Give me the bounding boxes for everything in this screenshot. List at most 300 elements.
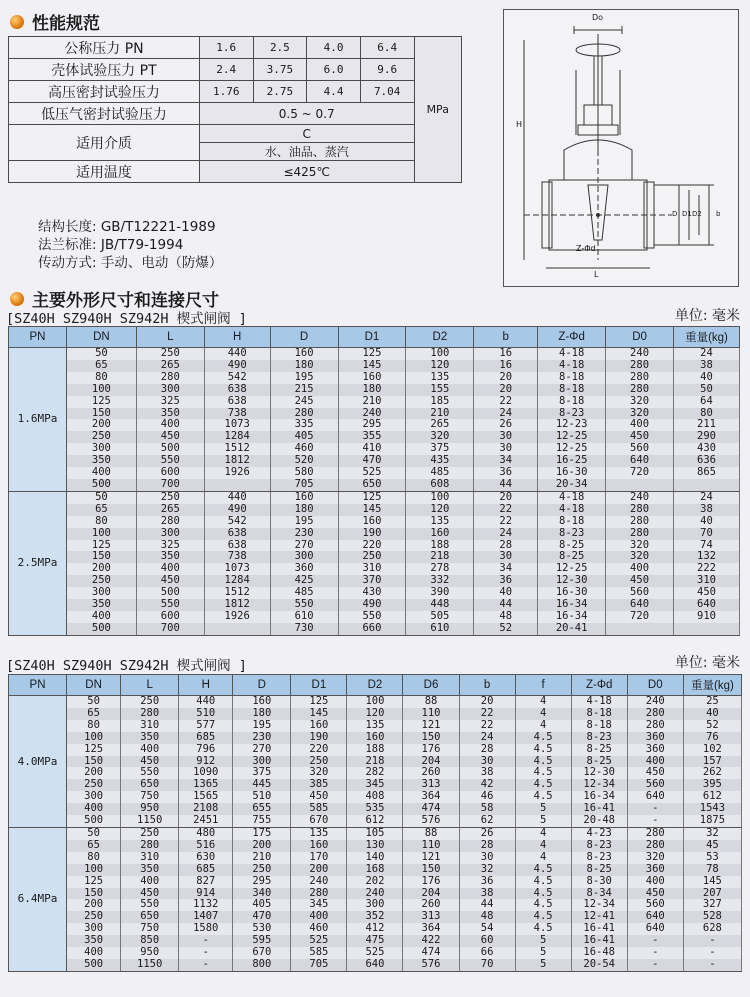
cell-d0: 400	[627, 876, 683, 888]
cell-l: 650	[121, 911, 179, 923]
cell-d2: 375	[406, 443, 474, 455]
cell-h: 827	[179, 876, 233, 888]
cell-d: 520	[270, 455, 338, 467]
cell-d1: 190	[338, 528, 406, 540]
cell-z-d: 8-18	[538, 384, 606, 396]
cell-d0: 240	[627, 696, 683, 708]
cell-b: 30	[474, 431, 538, 443]
cell-d1: 240	[338, 408, 406, 420]
cell-z-d: 12-30	[538, 575, 606, 587]
cell-weight: 450	[673, 587, 739, 599]
cell-l: 250	[136, 348, 204, 360]
col-header-d2: D2	[347, 675, 403, 696]
cell-d: 300	[270, 551, 338, 563]
cell-d1: 295	[338, 419, 406, 431]
cell-z-d: 4-18	[538, 348, 606, 360]
cell-b: 34	[474, 455, 538, 467]
cell-d6: 576	[403, 815, 459, 827]
cell-f: 5	[515, 803, 571, 815]
cell-d0: 360	[627, 744, 683, 756]
cell-z-d: 12-34	[571, 899, 627, 911]
cell-d2: 188	[406, 540, 474, 552]
cell-h: 1565	[179, 791, 233, 803]
cell-d2: 278	[406, 563, 474, 575]
cell-d2: 640	[347, 959, 403, 971]
cell-d6: 121	[403, 720, 459, 732]
cell-dn: 150	[66, 408, 136, 420]
cell-d1: 400	[291, 911, 347, 923]
cell-b: 26	[474, 419, 538, 431]
cell-d1: 660	[338, 623, 406, 635]
col-header-pn: PN	[9, 327, 67, 348]
cell-d2: 608	[406, 479, 474, 491]
cell-h: 1812	[204, 455, 270, 467]
cell-d0: 280	[606, 360, 674, 372]
col-header-dn: DN	[66, 327, 136, 348]
perf-value: 2.5	[253, 37, 307, 59]
cell-d: 705	[270, 479, 338, 491]
cell-b: 30	[474, 551, 538, 563]
cell-dn: 125	[66, 540, 136, 552]
cell-h: 1926	[204, 611, 270, 623]
table-row	[9, 959, 742, 971]
cell-f: 4	[515, 708, 571, 720]
cell-d: 595	[233, 935, 291, 947]
cell-d1: 160	[338, 516, 406, 528]
cell-h: -	[179, 935, 233, 947]
cell-d6: 110	[403, 840, 459, 852]
cell-weight: 52	[683, 720, 741, 732]
cell-d: 200	[233, 840, 291, 852]
cell-dn: 100	[67, 732, 121, 744]
cell-z-d: 16-30	[538, 587, 606, 599]
table-row	[9, 396, 740, 408]
cell-d1: 190	[291, 732, 347, 744]
cell-weight: 40	[673, 516, 739, 528]
cell-d1: 160	[291, 720, 347, 732]
cell-z-d: 8-18	[571, 708, 627, 720]
cell-d0: 450	[627, 888, 683, 900]
cell-weight: 76	[683, 732, 741, 744]
cell-d1: 670	[291, 815, 347, 827]
cell-d6: 313	[403, 779, 459, 791]
cell-d: 375	[233, 767, 291, 779]
cell-dn: 100	[66, 384, 136, 396]
cell-d6: 176	[403, 744, 459, 756]
cell-d: 215	[270, 384, 338, 396]
cell-d1: 240	[291, 876, 347, 888]
cell-h: 1090	[179, 767, 233, 779]
perf-label: 适用温度	[9, 161, 200, 183]
cell-d0: 280	[606, 384, 674, 396]
valve-drawing-icon	[504, 10, 738, 286]
cell-d1: 280	[291, 888, 347, 900]
cell-z-d: 8-25	[538, 540, 606, 552]
cell-d1: 460	[291, 923, 347, 935]
cell-d2: 105	[347, 827, 403, 839]
cell-b: 70	[459, 959, 515, 971]
cell-d0: 320	[606, 396, 674, 408]
cell-d2: 525	[347, 947, 403, 959]
cell-z-d: 12-41	[571, 911, 627, 923]
cell-l: 350	[121, 864, 179, 876]
cell-weight: 38	[673, 504, 739, 516]
col-header-d: D	[270, 327, 338, 348]
cell-f: 4	[515, 720, 571, 732]
cell-z-d: 8-18	[538, 372, 606, 384]
cell-dn: 250	[67, 911, 121, 923]
cell-d1: 125	[338, 348, 406, 360]
col-header-d1: D1	[291, 675, 347, 696]
cell-d: 530	[233, 923, 291, 935]
cell-h: 2108	[179, 803, 233, 815]
cell-dn: 65	[66, 360, 136, 372]
cell-l: 450	[121, 756, 179, 768]
cell-d1: 250	[291, 756, 347, 768]
cell-z-d: 20-54	[571, 959, 627, 971]
cell-z-d: 4-23	[571, 827, 627, 839]
cell-d1: 345	[291, 899, 347, 911]
cell-d1: 410	[338, 443, 406, 455]
cell-d2: 475	[347, 935, 403, 947]
cell-h	[204, 623, 270, 635]
cell-d1: 705	[291, 959, 347, 971]
cell-d: 245	[270, 396, 338, 408]
cell-z-d: 12-25	[538, 563, 606, 575]
cell-dn: 500	[66, 623, 136, 635]
table-row	[9, 815, 742, 827]
cell-d6: 110	[403, 708, 459, 720]
cell-l: 280	[121, 840, 179, 852]
cell-b: 38	[459, 767, 515, 779]
cell-weight: 262	[683, 767, 741, 779]
cell-z-d: 16-34	[538, 599, 606, 611]
cell-d: 360	[270, 563, 338, 575]
cell-d2: 160	[347, 732, 403, 744]
bullet-icon	[10, 292, 24, 306]
cell-d0: 560	[606, 443, 674, 455]
cell-h: 1512	[204, 587, 270, 599]
cell-d0: 640	[627, 911, 683, 923]
cell-dn: 400	[66, 467, 136, 479]
cell-b: 42	[459, 779, 515, 791]
table1-unit: 单位: 毫米	[674, 308, 740, 324]
cell-d1: 550	[338, 611, 406, 623]
cell-f: 5	[515, 959, 571, 971]
table-row	[9, 744, 742, 756]
cell-d: 510	[233, 791, 291, 803]
cell-d1: 210	[338, 396, 406, 408]
cell-d0: -	[627, 815, 683, 827]
table-row	[9, 732, 742, 744]
cell-b: 48	[474, 611, 538, 623]
cell-h: 542	[204, 516, 270, 528]
pn-cell: 6.4MPa	[9, 827, 67, 971]
table2-unit: 单位: 毫米	[674, 655, 740, 671]
cell-f: 4.5	[515, 791, 571, 803]
cell-d2: 352	[347, 911, 403, 923]
cell-h: 638	[204, 528, 270, 540]
cell-h: 638	[204, 396, 270, 408]
cell-b: 22	[474, 504, 538, 516]
cell-d0: 360	[627, 864, 683, 876]
cell-dn: 400	[67, 803, 121, 815]
cell-d2: 332	[406, 575, 474, 587]
cell-weight: 528	[683, 911, 741, 923]
cell-h: 490	[204, 504, 270, 516]
cell-d0: 320	[606, 551, 674, 563]
cell-d: 270	[233, 744, 291, 756]
table-row	[9, 827, 742, 839]
col-header-z-d: Z-Φd	[538, 327, 606, 348]
cell-d: 335	[270, 419, 338, 431]
cell-h: 440	[179, 696, 233, 708]
cell-d2: 202	[347, 876, 403, 888]
cell-f: 4.5	[515, 779, 571, 791]
cell-z-d: 8-18	[571, 720, 627, 732]
cell-weight: 910	[673, 611, 739, 623]
cell-z-d: 16-41	[571, 935, 627, 947]
cell-b: 52	[474, 623, 538, 635]
col-header-b: b	[474, 327, 538, 348]
col-header-l: L	[121, 675, 179, 696]
cell-h: 1512	[204, 443, 270, 455]
cell-d1: 585	[291, 947, 347, 959]
cell-f: 4.5	[515, 744, 571, 756]
table-row	[9, 384, 740, 396]
cell-weight: -	[683, 947, 741, 959]
diagram-label: D1	[682, 210, 692, 218]
cell-l: 310	[121, 852, 179, 864]
cell-d0: 320	[606, 540, 674, 552]
cell-dn: 65	[66, 504, 136, 516]
cell-b: 44	[474, 599, 538, 611]
cell-z-d: 12-30	[571, 767, 627, 779]
cell-d2: 320	[406, 431, 474, 443]
perf-value: 1.76	[199, 81, 253, 103]
cell-d: 405	[233, 899, 291, 911]
cell-d2: 160	[406, 528, 474, 540]
col-header-h: H	[204, 327, 270, 348]
cell-b: 20	[474, 372, 538, 384]
cell-weight: 132	[673, 551, 739, 563]
cell-l: 400	[121, 744, 179, 756]
cell-d6: 260	[403, 899, 459, 911]
cell-d2: 485	[406, 467, 474, 479]
cell-d6: 313	[403, 911, 459, 923]
cell-d0: 400	[606, 419, 674, 431]
cell-d: 425	[270, 575, 338, 587]
cell-weight: 628	[683, 923, 741, 935]
table-row	[9, 864, 742, 876]
cell-d1: 385	[291, 779, 347, 791]
cell-dn: 250	[66, 575, 136, 587]
cell-d0: 450	[606, 575, 674, 587]
cell-d6: 422	[403, 935, 459, 947]
cell-f: 4.5	[515, 888, 571, 900]
cell-f: 4.5	[515, 899, 571, 911]
cell-weight: 1543	[683, 803, 741, 815]
cell-h: 1284	[204, 431, 270, 443]
cell-b: 26	[459, 827, 515, 839]
cell-h: 796	[179, 744, 233, 756]
section-title-dimensions: 主要外形尺寸和连接尺寸	[10, 286, 219, 311]
table-row	[9, 623, 740, 635]
cell-d: 730	[270, 623, 338, 635]
cell-z-d: 16-34	[571, 791, 627, 803]
cell-d0: 400	[627, 756, 683, 768]
cell-d1: 355	[338, 431, 406, 443]
cell-d1: 650	[338, 479, 406, 491]
cell-z-d: 8-25	[571, 744, 627, 756]
cell-d1: 160	[338, 372, 406, 384]
cell-d2: 120	[347, 708, 403, 720]
cell-weight: 40	[683, 708, 741, 720]
cell-z-d: 16-48	[571, 947, 627, 959]
cell-weight	[673, 623, 739, 635]
perf-unit: MPa	[414, 37, 461, 183]
cell-l: 325	[136, 396, 204, 408]
cell-f: 4.5	[515, 732, 571, 744]
cell-d: 160	[270, 491, 338, 503]
cell-l: 280	[136, 372, 204, 384]
cell-d: 180	[233, 708, 291, 720]
cell-d0: 240	[606, 348, 674, 360]
col-header-dn: DN	[67, 675, 121, 696]
cell-b: 22	[459, 708, 515, 720]
cell-d0: -	[627, 947, 683, 959]
cell-weight: 80	[673, 408, 739, 420]
cell-d: 280	[270, 408, 338, 420]
table-row	[9, 528, 740, 540]
cell-d: 230	[233, 732, 291, 744]
cell-d1: 170	[291, 852, 347, 864]
cell-b: 28	[474, 540, 538, 552]
cell-z-d: 4-18	[538, 504, 606, 516]
cell-h: 1580	[179, 923, 233, 935]
performance-table	[8, 36, 462, 183]
cell-l: 280	[136, 516, 204, 528]
cell-z-d: 8-23	[571, 852, 627, 864]
cell-l: 700	[136, 623, 204, 635]
cell-weight: -	[683, 935, 741, 947]
cell-d1: 220	[338, 540, 406, 552]
cell-h: -	[179, 959, 233, 971]
cell-l: 400	[136, 419, 204, 431]
col-header-f: f	[515, 675, 571, 696]
cell-h: 685	[179, 732, 233, 744]
cell-f: 4.5	[515, 876, 571, 888]
cell-d0: -	[627, 959, 683, 971]
cell-d1: 145	[338, 504, 406, 516]
cell-d2: 505	[406, 611, 474, 623]
cell-b: 28	[459, 840, 515, 852]
cell-dn: 50	[67, 827, 121, 839]
cell-z-d: 20-34	[538, 479, 606, 491]
cell-d1: 160	[291, 840, 347, 852]
cell-d: 300	[233, 756, 291, 768]
cell-h: 480	[179, 827, 233, 839]
cell-h: 577	[179, 720, 233, 732]
cell-l: 500	[136, 443, 204, 455]
cell-d6: 88	[403, 696, 459, 708]
cell-d: 670	[233, 947, 291, 959]
cell-l: 750	[121, 923, 179, 935]
cell-d2: 120	[406, 504, 474, 516]
cell-d: 210	[233, 852, 291, 864]
cell-l: 325	[136, 540, 204, 552]
cell-l: 950	[121, 947, 179, 959]
cell-b: 54	[459, 923, 515, 935]
cell-l: 280	[121, 708, 179, 720]
perf-label: 低压气密封试验压力	[9, 103, 200, 125]
cell-d2: 390	[406, 587, 474, 599]
cell-d1: 125	[338, 491, 406, 503]
cell-f: 4.5	[515, 911, 571, 923]
cell-d1: 250	[338, 551, 406, 563]
cell-d2: 135	[406, 516, 474, 528]
cell-l: 310	[121, 720, 179, 732]
cell-d6: 260	[403, 767, 459, 779]
pn-cell: 1.6MPa	[9, 348, 67, 492]
col-header-z-d: Z-Φd	[571, 675, 627, 696]
cell-d6: 150	[403, 864, 459, 876]
cell-d: 195	[233, 720, 291, 732]
cell-d0: 560	[627, 899, 683, 911]
cell-d1: 430	[338, 587, 406, 599]
table-row	[9, 372, 740, 384]
cell-d1: 220	[291, 744, 347, 756]
col-header-pn: PN	[9, 675, 67, 696]
cell-d6: 121	[403, 852, 459, 864]
cell-h: 1926	[204, 467, 270, 479]
col-header-d1: D1	[338, 327, 406, 348]
cell-d1: 135	[291, 827, 347, 839]
cell-h: 440	[204, 348, 270, 360]
col-header-b: b	[459, 675, 515, 696]
cell-dn: 65	[67, 840, 121, 852]
cell-dn: 200	[66, 563, 136, 575]
cell-h: 1365	[179, 779, 233, 791]
note-line: 结构长度: GB/T12221-1989	[38, 219, 216, 235]
cell-dn: 80	[66, 516, 136, 528]
perf-value: 6.0	[307, 59, 361, 81]
cell-d2: 155	[406, 384, 474, 396]
table-row	[9, 516, 740, 528]
perf-value: 9.6	[360, 59, 414, 81]
diagram-label: H	[516, 120, 523, 129]
cell-dn: 350	[66, 599, 136, 611]
cell-dn: 500	[66, 479, 136, 491]
cell-d: 800	[233, 959, 291, 971]
cell-h: 1407	[179, 911, 233, 923]
col-header-d2: D2	[406, 327, 474, 348]
cell-h: 490	[204, 360, 270, 372]
cell-weight: 395	[683, 779, 741, 791]
cell-weight: 310	[673, 575, 739, 587]
cell-h: 685	[179, 864, 233, 876]
cell-d0: -	[627, 935, 683, 947]
cell-h: 2451	[179, 815, 233, 827]
notes	[38, 218, 222, 272]
cell-d1: 490	[338, 599, 406, 611]
cell-b: 46	[459, 791, 515, 803]
cell-z-d: 16-41	[571, 803, 627, 815]
cell-d2: 300	[347, 899, 403, 911]
cell-b: 48	[459, 911, 515, 923]
section-title-performance: 性能规范	[10, 9, 100, 34]
cell-weight: 207	[683, 888, 741, 900]
